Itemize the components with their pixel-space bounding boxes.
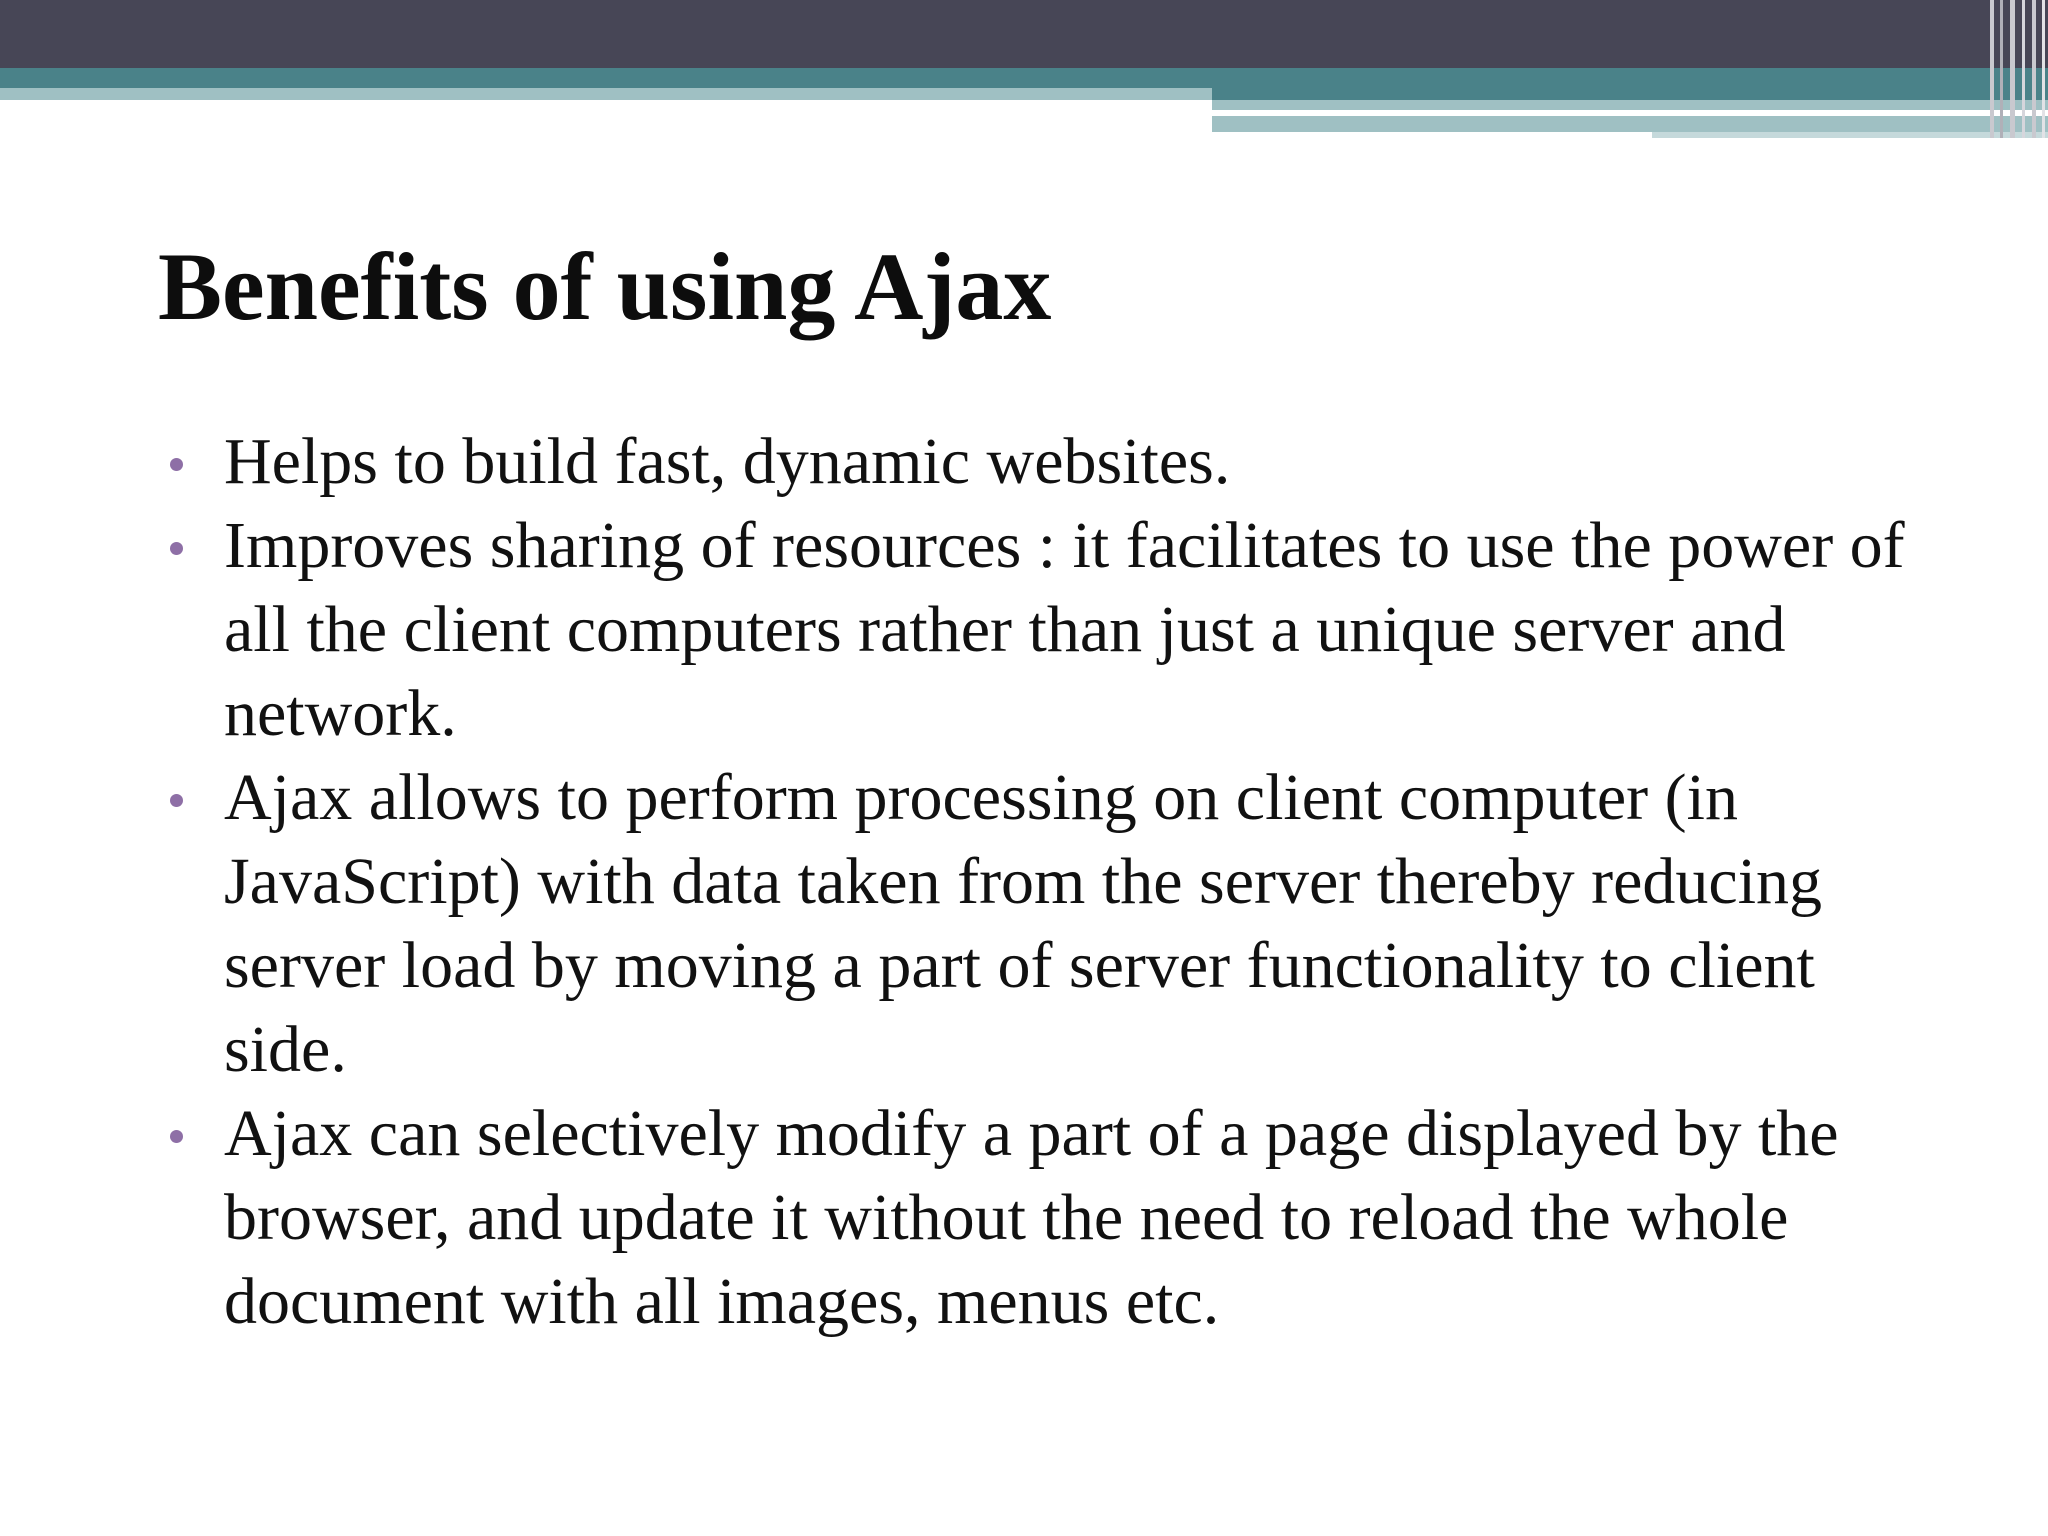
header-edge-line: [2010, 0, 2015, 138]
bullet-item: [166, 504, 1926, 756]
bullet-list: [166, 420, 1926, 1344]
bullet-text: Improves sharing of resources : it facilitates to use the power of all the client computers rather than just a unique server and network.: [224, 509, 1905, 750]
slide-title: Benefits of using Ajax: [158, 233, 1052, 340]
header-edge-line: [2042, 0, 2045, 138]
header-edge-line: [1990, 0, 1994, 138]
bullet-item: [166, 1092, 1926, 1344]
bullet-dot-icon: [170, 542, 183, 555]
header-edge-line: [2022, 0, 2025, 138]
header-edge-line: [2032, 0, 2036, 138]
header-band-teal: [0, 68, 2048, 88]
header-strip: [1212, 116, 2048, 132]
header-edge-line: [2000, 0, 2003, 138]
bullet-text: Ajax allows to perform processing on client computer (in JavaScript) with data taken from the server thereby reducing server load by moving a part of server functionality to client side.: [224, 761, 1823, 1086]
header-strip: [1212, 100, 2048, 110]
header-band-accent: [1212, 88, 2048, 100]
bullet-dot-icon: [170, 794, 183, 807]
bullet-text: Helps to build fast, dynamic websites.: [224, 425, 1231, 498]
bullet-dot-icon: [170, 458, 183, 471]
bullet-dot-icon: [170, 1130, 183, 1143]
bullet-item: [166, 420, 1926, 504]
bullet-text: Ajax can selectively modify a part of a page displayed by the browser, and update it without the need to reload the whole document with all images, menus etc.: [224, 1097, 1839, 1338]
bullet-item: [166, 756, 1926, 1092]
header-strip: [1652, 132, 2048, 138]
header-band-dark: [0, 0, 2048, 68]
header-band-light: [0, 88, 1212, 100]
